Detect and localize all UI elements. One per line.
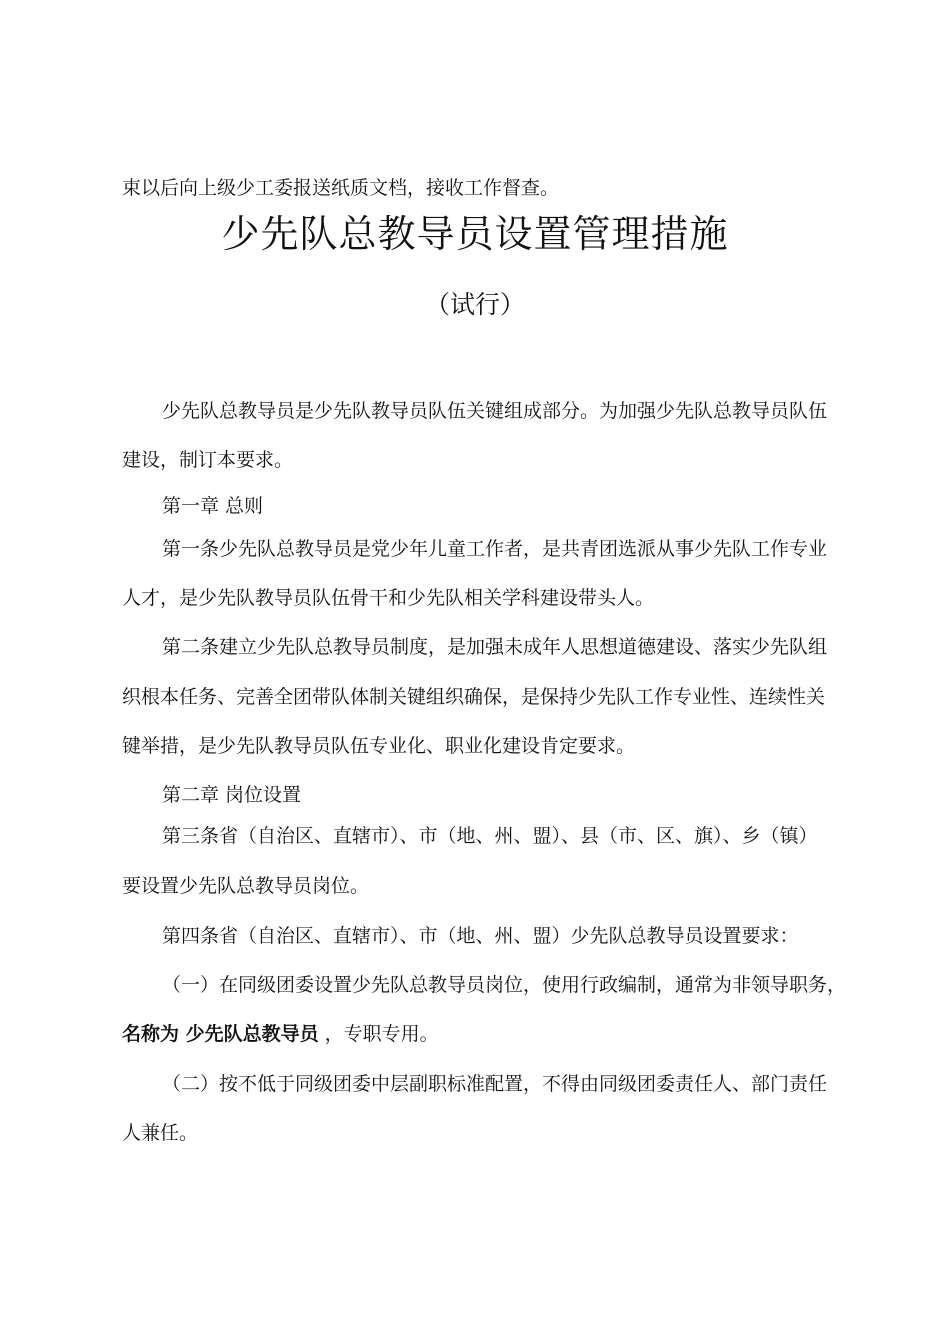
item-1-line-2-rest: ，专职专用。 [318, 1023, 439, 1045]
article-4-line-1: 第四条省（自治区、直辖市）、市（地、州、盟）少先队总教导员设置要求： [162, 925, 799, 947]
article-2-line-3: 键举措，是少先队教导员队伍专业化、职业化建设肯定要求。 [122, 735, 636, 757]
top-fragment-text: 束以后向上级少工委报送纸质文档，接收工作督查。 [122, 177, 560, 199]
intro-line-2: 建设，制订本要求。 [122, 449, 294, 471]
item-2-line-2: 人兼任。 [122, 1122, 199, 1144]
item-2-line-1: （二）按不低于同级团委中层副职标准配置，不得由同级团委责任人、部门责任 [162, 1073, 828, 1095]
document-subtitle: （试行） [424, 290, 525, 319]
chapter-1-heading: 第一章 总则 [162, 495, 264, 517]
document-title: 少先队总教导员设置管理措施 [221, 212, 729, 256]
item-1-line-1: （一）在同级团委设置少先队总教导员岗位，使用行政编制，通常为非领导职务， [162, 974, 847, 996]
article-2-line-2: 织根本任务、完善全团带队体制关键组织确保，是保持少先队工作专业性、连续性关 [122, 686, 826, 708]
intro-line-1: 少先队总教导员是少先队教导员队伍关键组成部分。为加强少先队总教导员队伍 [162, 400, 828, 422]
chapter-2-heading: 第二章 岗位设置 [162, 784, 302, 806]
article-3-line-2: 要设置少先队总教导员岗位。 [122, 875, 370, 897]
article-1-line-1: 第一条少先队总教导员是党少年儿童工作者，是共青团选派从事少先队工作专业 [162, 538, 828, 560]
article-1-line-2: 人才，是少先队教导员队伍骨干和少先队相关学科建设带头人。 [122, 587, 655, 609]
article-2-line-1: 第二条建立少先队总教导员制度，是加强未成年人思想道德建设、落实少先队组 [162, 636, 828, 658]
position-name-bold: 名称为 少先队总教导员 [122, 1023, 319, 1045]
item-1-line-2 [122, 1022, 439, 1046]
article-3-line-1: 第三条省（自治区、直辖市）、市（地、州、盟）、县（市、区、旗）、乡（镇） [162, 825, 818, 847]
